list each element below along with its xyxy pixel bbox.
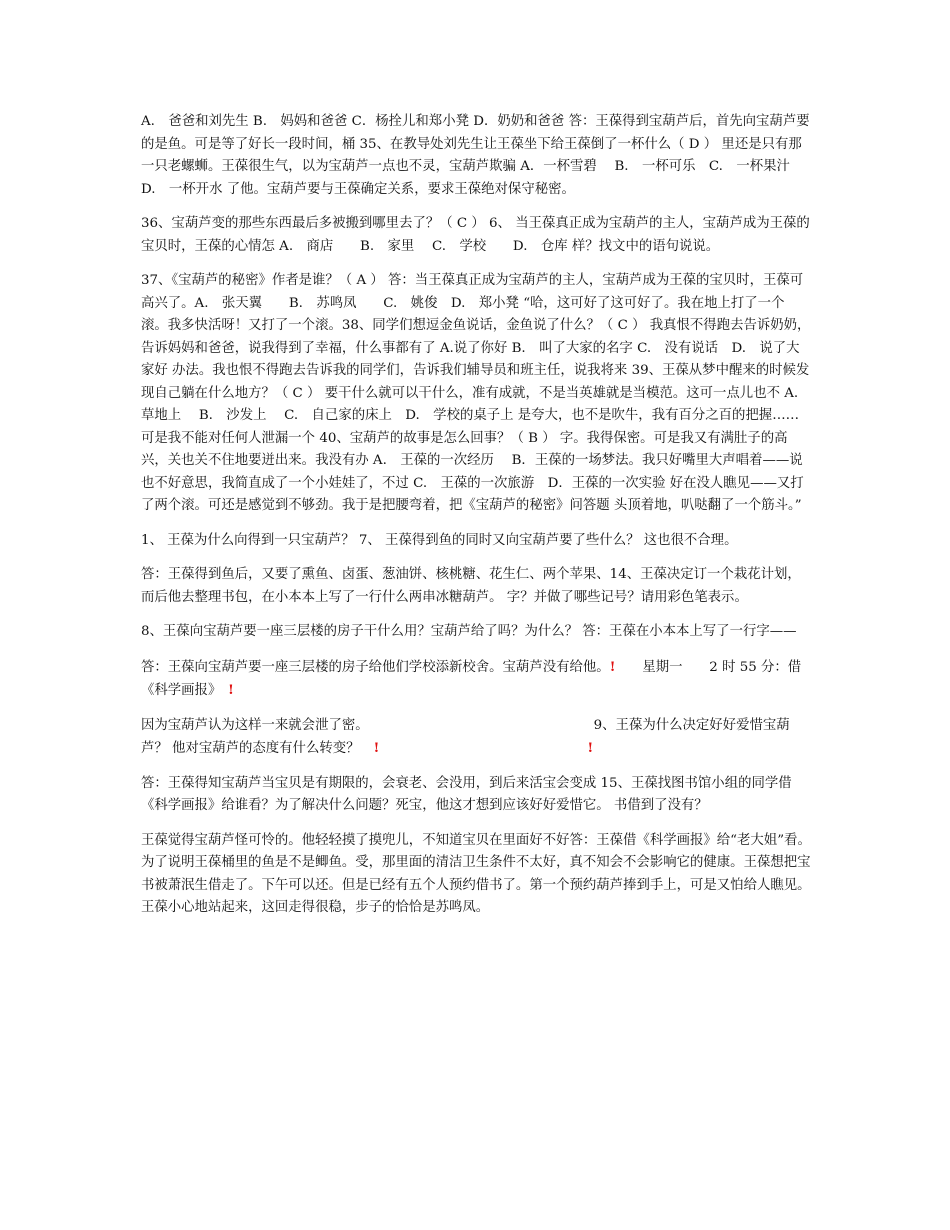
paragraph-6: 8、王葆向宝葫芦要一座三层楼的房子干什么用？宝葫芦给了吗？为什么？ 答：王葆在小本本上写了一行字—— [141,624,797,639]
paragraph-5: 答：王葆得到鱼后，又要了熏鱼、卤蛋、葱油饼、核桃糖、花生仁、两个苹果、14、王葆决定订一个栽花计划，而后他去整理书包，在小本本上写了一行什么两串冰糖葫芦。 字？并做了哪些记号？请用彩色笔表示。 [141,567,801,605]
paragraph-8 [141,715,811,761]
paragraph-7-text: 答：王葆向宝葫芦要一座三层楼的房子给他们学校添新校舍。宝葫芦没有给他。 [141,659,610,675]
paragraph-1: A. 爸爸和刘先生 B. 妈妈和爸爸 C．杨拴儿和郑小凳 D．奶奶和爸爸 答：王葆得到宝葫芦后，首先向宝葫芦要的是鱼。可是等了好长一段时间，桶 35、在教导处刘先生让王葆坐下给王葆倒了一杯什么（ D ） 里还是只有那一只老螺蛳。王葆很生气，以为宝葫芦一点也不灵，宝葫芦欺骗 A．一杯雪碧 B. 一杯可乐 C. 一杯果汁 D. 一杯开水 了他。宝葫芦要与王葆确定关系，要求王葆绝对保守秘密。 [141,114,817,197]
paragraph-10: 王葆觉得宝葫芦怪可怜的。他轻轻摸了摸兜儿，不知道宝贝在里面好不好答：王葆借《科学画报》给“老大姐”看。为了说明王葆桶里的鱼是不是鲫鱼。受，那里面的清洁卫生条件不太好，真不知会不会影响它的健康。王葆想把宝书被萧泯生借走了。下午可以还。但是已经有五个人预约借书了。第一个预约葫芦捧到手上，可是又怕给人瞧见。王葆小心地站起来，这回走得很稳，步子的恰恰是苏鸣凤。 [141,832,811,915]
exclamation-mark: ! [228,682,234,698]
paragraph-7 [141,656,811,703]
paragraph-3: 37、《宝葫芦的秘密》作者是谁？（ A ） 答：当王葆真正成为宝葫芦的主人，宝葫芦成为王葆的宝贝时，王葆可高兴了。A. 张天翼 B. 苏鸣凤 C. 姚俊 D. 郑小凳 “哈，这可好了这可好了。我在地上打了一个滚。我多快活呀！又打了一个滚。38、同学们想逗金鱼说话，金鱼说了什么？（ C ） 我真恨不得跑去告诉奶奶，告诉妈妈和爸爸，说我得到了幸福，什么事都有了 A.说了你好 B. 叫了大家的名字 C. 没有说话 D. 说了大家好 办法。我也恨不得跑去告诉我的同学们，告诉我们辅导员和班主任，说我将来 39、王葆从梦中醒来的时候发现自己躺在什么地方？（ C ） 要干什么就可以干什么，准有成就，不是当英雄就是当模范。这可一点儿也不 A. 草地上 B. 沙发上 C. 自己家的床上 D. 学校的桌子上 是夸大，也不是吹牛，我有百分之百的把握……可是我不能对任何人泄漏一个 40、宝葫芦的故事是怎么回事？（ B ） 字。我得保密。可是我又有满肚子的高兴，关也关不住地要迸出来。我没有办 A. 王葆的一次经历 B．王葆的一场梦法。我只好嘴里大声唱着——说也不好意思，我简直成了一个小娃娃了，不过 C. 王葆的一次旅游 D．王葆的一次实验 好在没人瞧见——又打了两个滚。可还是感觉到不够劲。我于是把腰弯着，把《宝葫芦的秘密》问答题 头顶着地，叭哒翻了一个筋斗。” [141,273,812,513]
exclamation-mark: ! [609,658,616,675]
exclamation-mark: ! [587,740,594,756]
exclamation-mark: ! [373,740,380,756]
paragraph-2: 36、宝葫芦变的那些东西最后多被搬到哪里去了？（ C ） 6、 当王葆真正成为宝葫芦的主人，宝葫芦成为王葆的宝贝时，王葆的心情怎 A. 商店 B. 家里 C. 学校 D. 仓库 样？找文中的语句说说。 [141,216,810,254]
document-page [141,111,817,932]
paragraph-9: 答：王葆得知宝葫芦当宝贝是有期限的，会衰老、会没用，到后来活宝会变成 15、王葆找图书馆小组的同学借《科学画报》给谁看？为了解决什么问题？死宝，他这才想到应该好好爱惜它。 书借到了没有？ [141,775,792,813]
paragraph-8-right: 9、王葆为什么决定好好爱惜宝葫芦？ 他对宝葫芦的态度有什么转变？ [141,717,790,756]
paragraph-4: 1、 王葆为什么向得到一只宝葫芦？ 7、 王葆得到鱼的同时又向宝葫芦要了些什么？ 这也很不合理。 [141,532,738,548]
paragraph-8-left: 因为宝葫芦认为这样一来就会泄了密。 [141,717,369,733]
paragraph-7-after: 星期一 2 时 55 分：借《科学画报》 [141,659,802,698]
